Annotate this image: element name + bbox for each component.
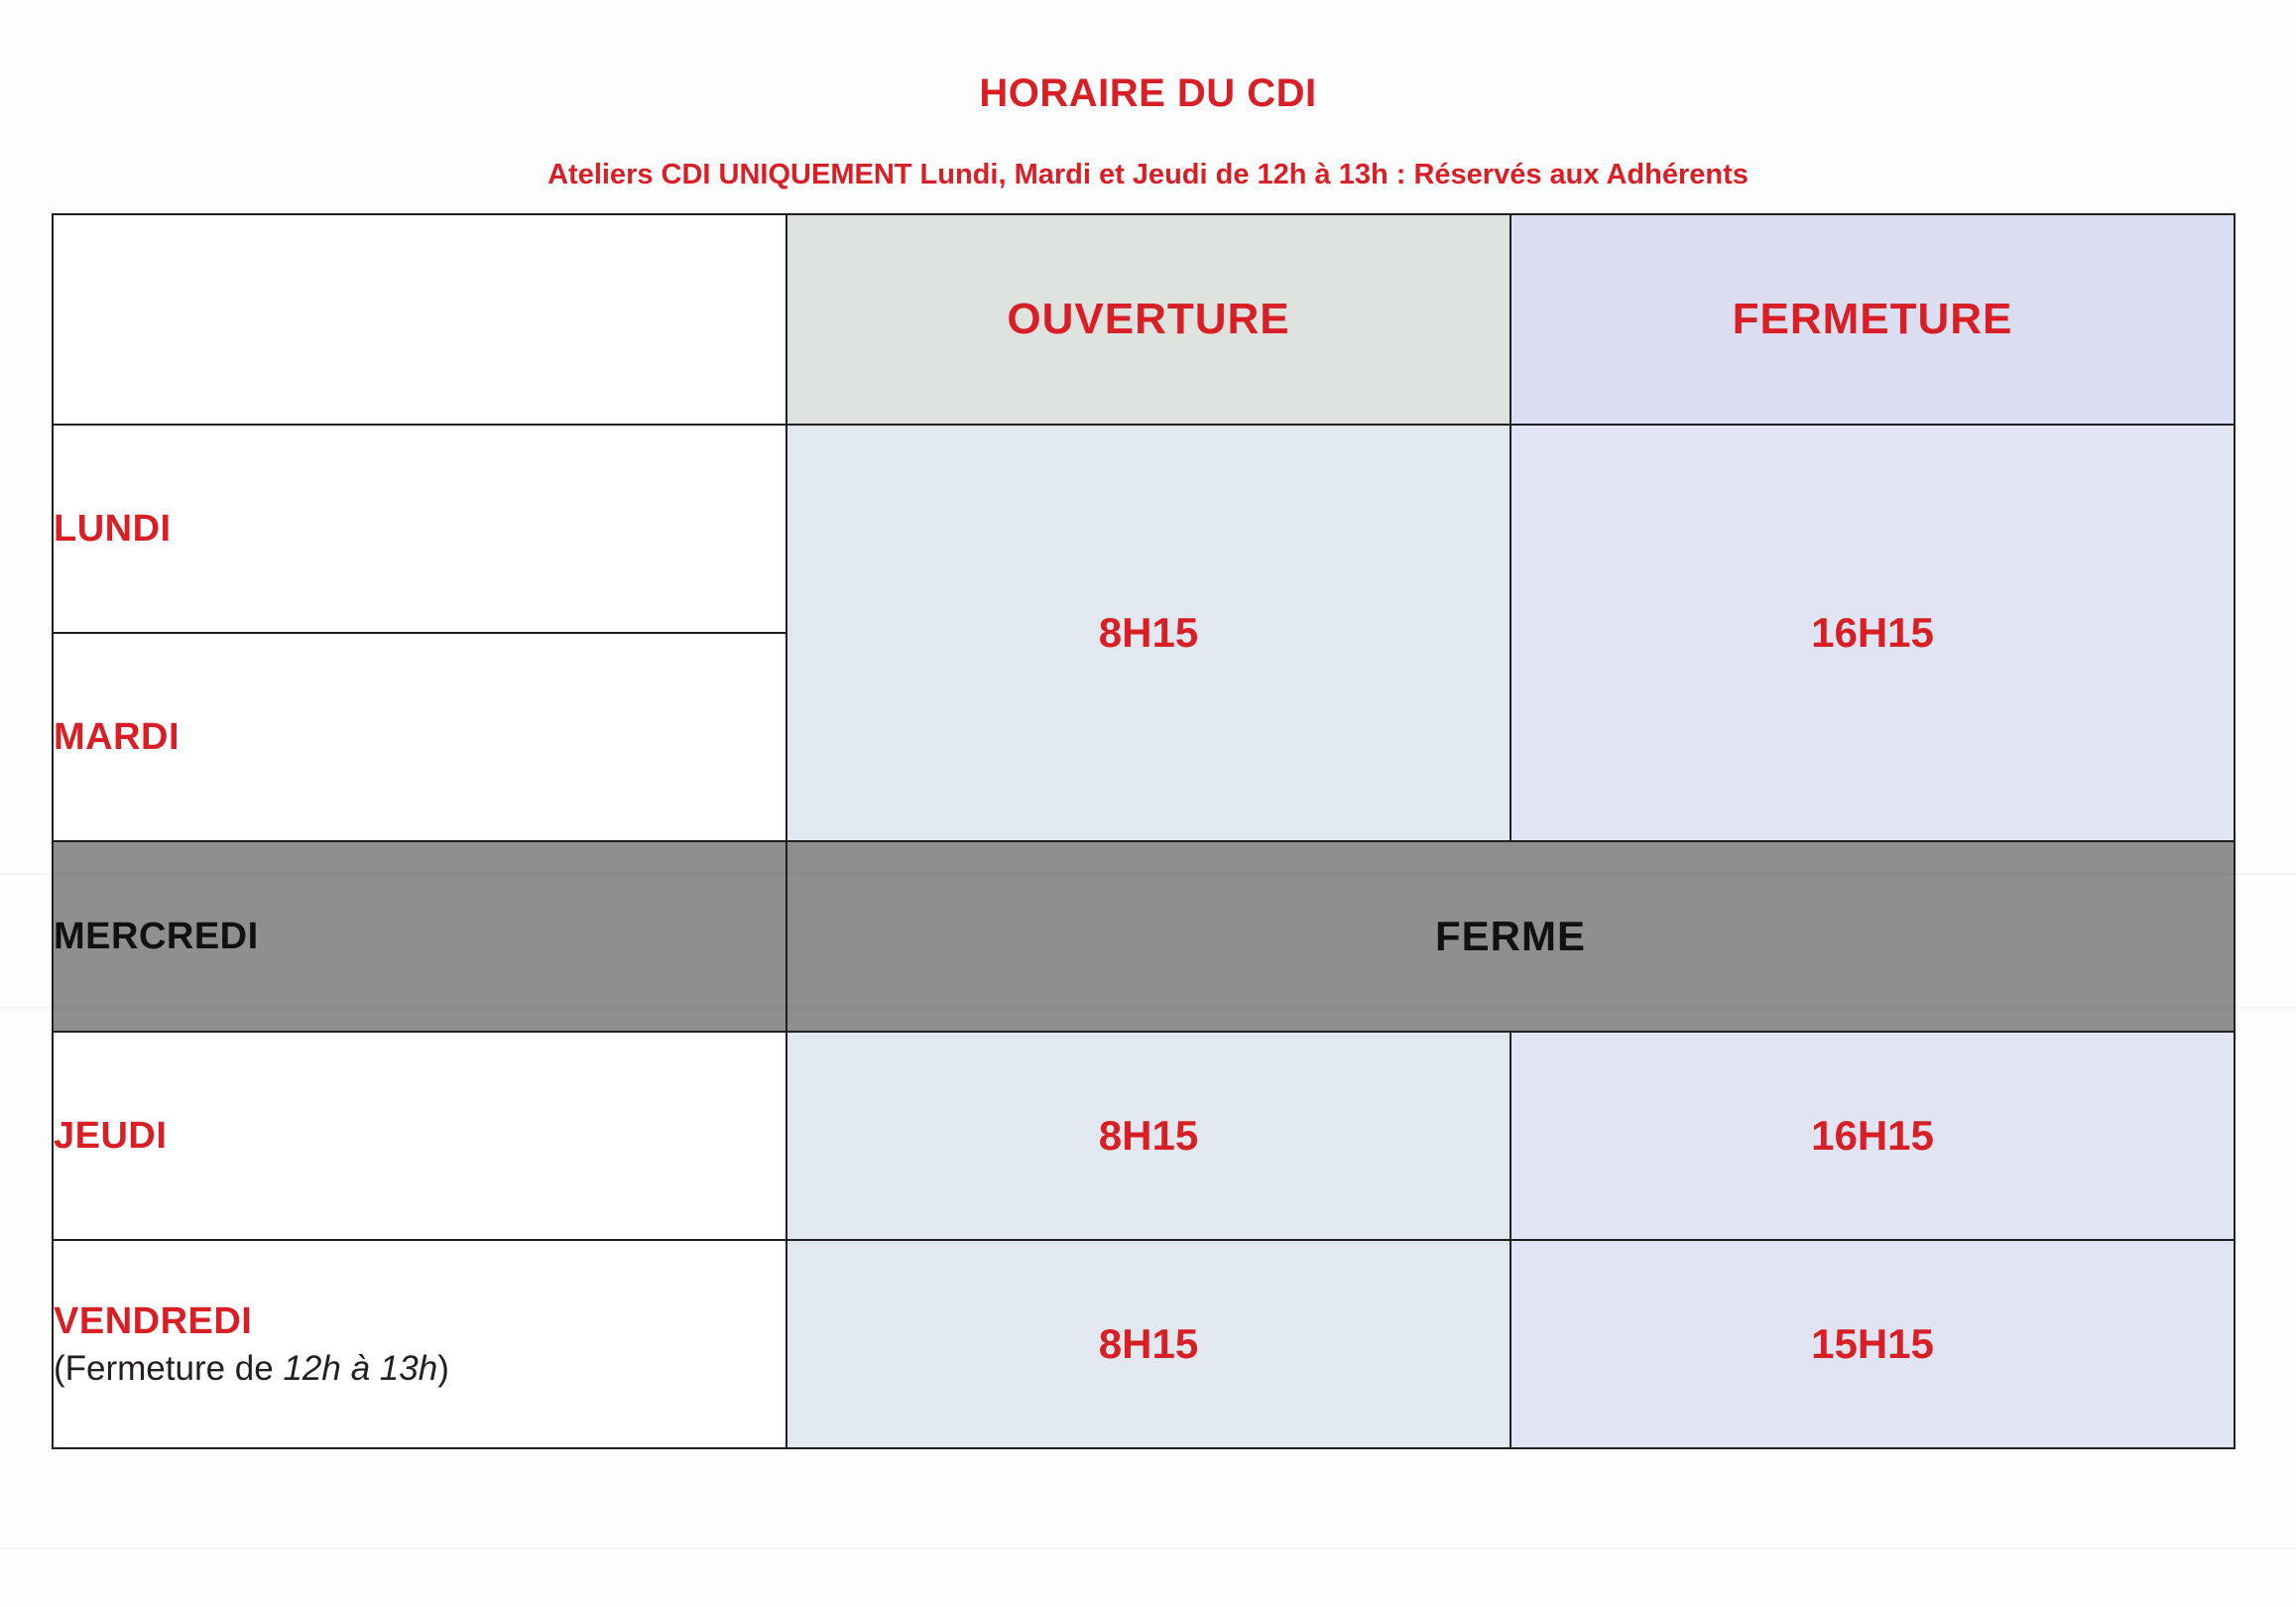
day-cell-jeudi xyxy=(53,1032,786,1240)
closing-time-jeudi: 16H15 xyxy=(1511,1032,2235,1240)
opening-time-jeudi: 8H15 xyxy=(786,1032,1511,1240)
day-note-vendredi xyxy=(54,1349,785,1389)
day-cell-vendredi xyxy=(53,1240,786,1448)
day-label: LUNDI xyxy=(54,507,172,550)
day-label: VENDREDI xyxy=(54,1299,253,1342)
scan-artifact xyxy=(0,1547,2296,1549)
closing-time-vendredi: 15H15 xyxy=(1511,1240,2235,1448)
note-italic: 12h à 13h xyxy=(283,1348,438,1388)
note-suffix: ) xyxy=(437,1348,449,1388)
day-label: JEUDI xyxy=(54,1114,168,1157)
table-row-closed xyxy=(53,841,2235,1032)
table-row xyxy=(53,1032,2235,1240)
day-label: MERCREDI xyxy=(54,915,259,957)
note-prefix: (Fermeture de xyxy=(54,1348,284,1388)
day-cell-lundi xyxy=(53,425,786,633)
table-row xyxy=(53,425,2235,633)
closing-time-lundi-mardi: 16H15 xyxy=(1511,425,2235,841)
header-closing: FERMETURE xyxy=(1511,214,2235,425)
schedule-table xyxy=(52,213,2236,1449)
header-day-column xyxy=(53,214,786,425)
page-title: HORAIRE DU CDI xyxy=(979,71,1317,115)
page-subtitle: Ateliers CDI UNIQUEMENT Lundi, Mardi et Jeudi de 12h à 13h : Réservés aux Adhérents xyxy=(547,159,1749,190)
table-header-row xyxy=(53,214,2235,425)
day-label: MARDI xyxy=(54,715,181,758)
table-row xyxy=(53,1240,2235,1448)
opening-time-vendredi: 8H15 xyxy=(786,1240,1511,1448)
opening-time-lundi-mardi: 8H15 xyxy=(786,425,1511,841)
day-cell-mardi xyxy=(53,633,786,841)
header-opening: OUVERTURE xyxy=(786,214,1511,425)
status-badge-ferme: FERME xyxy=(786,841,2235,1032)
schedule-table-wrapper xyxy=(52,213,2234,1449)
day-cell-mercredi xyxy=(53,841,786,1032)
